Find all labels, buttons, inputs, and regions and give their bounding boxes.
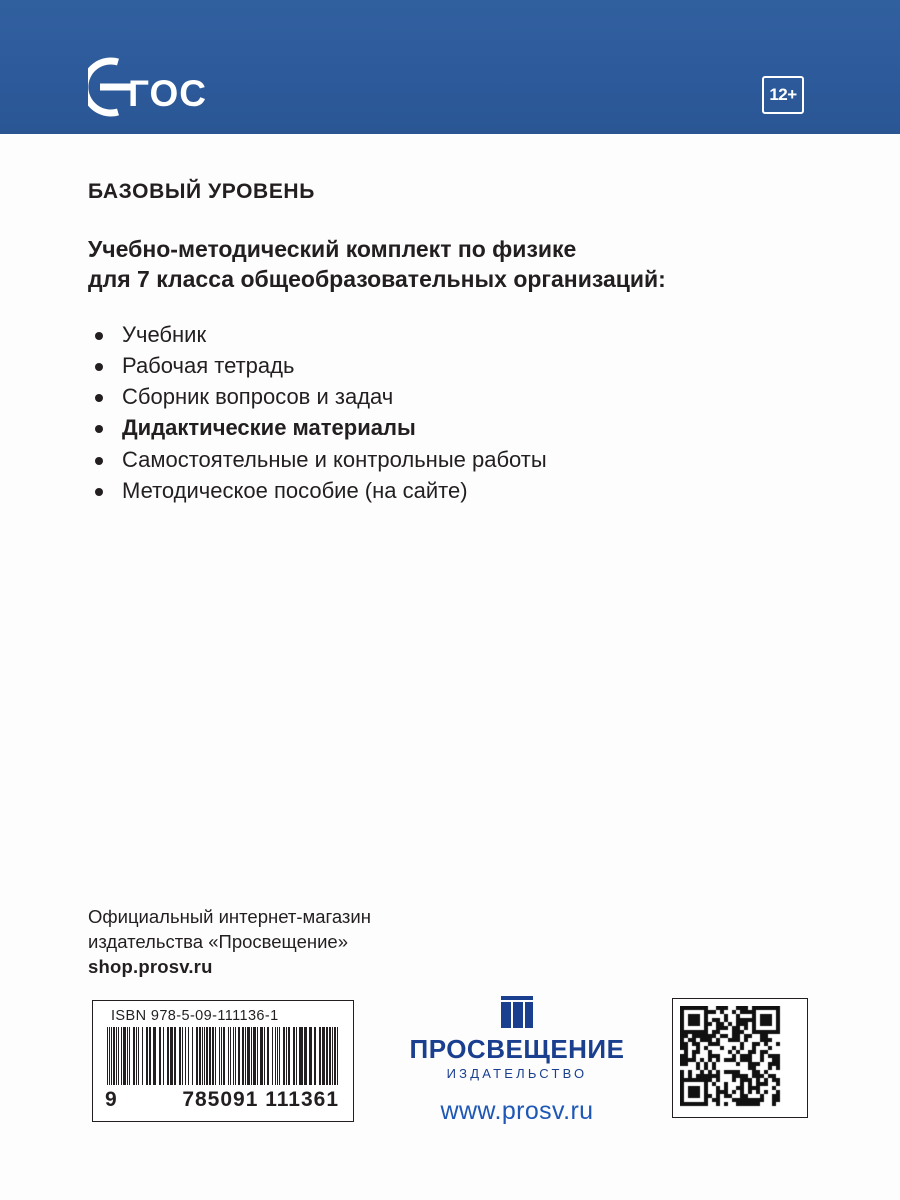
publisher-website[interactable]: www.prosv.ru xyxy=(440,1097,594,1125)
list-item-label: Рабочая тетрадь xyxy=(122,352,295,378)
shop-line-1: Официальный интернет-магазин xyxy=(88,906,371,927)
age-rating-badge: 12+ xyxy=(762,76,804,114)
list-item-label: Сборник вопросов и задач xyxy=(122,384,394,410)
kit-title-line-1: Учебно-методический комплект по физике xyxy=(88,236,577,262)
shop-info xyxy=(88,905,548,978)
isbn-label: ISBN 978-5-09-111136-1 xyxy=(111,1008,279,1024)
barcode-digit-main: 785091 111361 xyxy=(182,1088,339,1111)
list-item xyxy=(88,444,818,475)
barcode-bars xyxy=(107,1027,339,1085)
list-item xyxy=(88,319,818,350)
kit-title xyxy=(88,234,818,295)
list-item-label: Самостоятельные и контрольные работы xyxy=(122,446,547,472)
barcode-digit-left: 9 xyxy=(105,1088,118,1111)
cover-content xyxy=(88,180,818,506)
fgos-logo-icon xyxy=(88,56,218,118)
list-item xyxy=(88,350,818,381)
barcode-digits xyxy=(105,1088,339,1112)
publisher-subtitle: ИЗДАТЕЛЬСТВО xyxy=(446,1066,588,1081)
publisher-mark-icon xyxy=(497,992,537,1032)
list-item xyxy=(88,475,818,506)
qr-code[interactable] xyxy=(672,998,808,1118)
shop-line-2: издательства «Просвещение» xyxy=(88,930,348,952)
shop-url[interactable]: shop.prosv.ru xyxy=(88,955,213,977)
publisher-name: ПРОСВЕЩЕНИЕ xyxy=(409,1034,625,1064)
kit-title-line-2: для 7 класса общеобразовательных организаций: xyxy=(88,266,666,293)
kit-items-list xyxy=(88,319,818,506)
level-label: БАЗОВЫЙ УРОВЕНЬ xyxy=(88,180,315,203)
list-item xyxy=(88,412,818,443)
top-blue-band xyxy=(0,0,900,134)
list-item xyxy=(88,381,818,412)
barcode-block xyxy=(92,1000,354,1122)
svg-text:ГОС: ГОС xyxy=(128,73,207,114)
list-item-label: Дидактические материалы xyxy=(122,415,416,441)
publisher-block xyxy=(392,992,642,1126)
list-item-label: Учебник xyxy=(122,321,207,347)
list-item-label: Методическое пособие (на сайте) xyxy=(122,477,468,503)
